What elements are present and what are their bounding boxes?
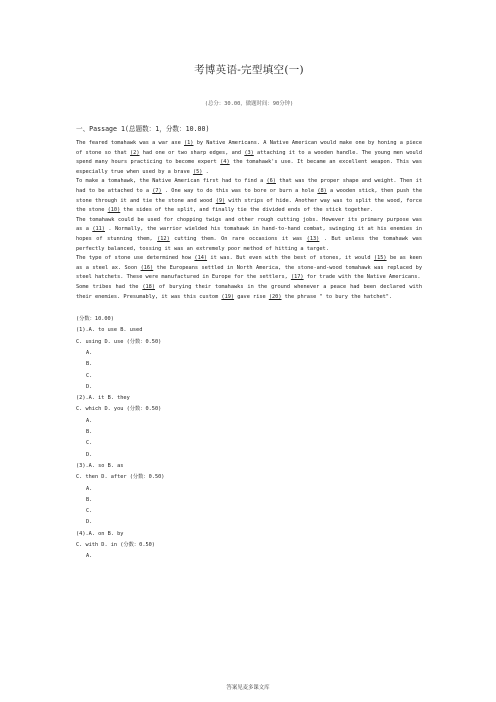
blank-marker: (14) <box>194 255 208 262</box>
question-stem: (1).A. to use B. used <box>76 327 143 334</box>
blank-marker: (4) <box>220 159 230 166</box>
blank-marker: (2) <box>130 149 140 156</box>
answer-option[interactable]: B. <box>86 429 93 436</box>
answer-option[interactable]: A. <box>86 417 93 424</box>
blank-marker: (9) <box>215 197 226 204</box>
section-heading: 一、Passage 1(总题数：1，分数：10.00) <box>76 125 210 133</box>
question-stem-continued: C. which D. you (分数：0.50) <box>76 406 162 413</box>
blank-marker: (12) <box>157 235 170 242</box>
answer-option[interactable]: D. <box>86 519 93 526</box>
question-item <box>76 393 422 461</box>
passage-paragraph: The feared tomahawk was a war axe (1) by Native Americans. A Native American would make one by honing a piece of stone so that (2) had one or two sharp edges, and (3) attaching it to a wooden handle. The young men would spend many hours practicing to become expert (4) the tomahawk's use. It became an excellent weapon. This was especially true when used by a brave (5) . <box>76 140 422 175</box>
answer-option[interactable]: D. <box>86 451 93 458</box>
passage-paragraph: To make a tomahawk, the Native American first had to find a (6) that was the proper shape and weight. Then it had to be attached to a (7) . One way to do this was to bore or burn a hole (8) a wooden stick, then push the stone through it and tie the stone and wood (9) with strips of hide. Another way was to split the wood, force the stone (10) the sides of the split, and finally tie the divided ends of the stick together. <box>76 178 423 214</box>
passage-paragraph: The tomahawk could be used for chopping twigs and other rough cutting jobs. However its primary purpose was as a (11) . Normally, the warrior wielded his tomahawk in hand-to-hand combat, swinging it at his enemies in hopes of stunning them, (12) cutting them. On rare occasions it was (13) . But unless the tomahawk was perfectly balanced, tossing it was an extremely poor method of hitting a target. <box>76 216 423 252</box>
blank-marker: (6) <box>266 178 276 185</box>
passage-text <box>76 139 422 302</box>
answer-option[interactable]: C. <box>86 372 93 379</box>
question-score: (分数：10.00) <box>76 316 114 323</box>
question-item <box>76 529 422 563</box>
question-stem-continued: C. then D. after (分数：0.50) <box>76 474 165 481</box>
blank-marker: (16) <box>140 264 154 271</box>
question-item <box>76 325 422 393</box>
blank-marker: (18) <box>142 283 156 290</box>
page-footer: 答案见麦多课文库 <box>226 685 270 691</box>
question-section <box>76 314 422 563</box>
blank-marker: (3) <box>244 149 254 156</box>
document-page <box>76 0 422 563</box>
blank-marker: (20) <box>268 293 282 300</box>
blank-marker: (5) <box>192 168 203 175</box>
document-subtitle: (总分：30.00，做题时间：90分钟) <box>204 101 294 107</box>
question-stem-continued: C. with D. in (分数：0.50) <box>76 542 155 549</box>
blank-marker: (19) <box>221 293 235 300</box>
blank-marker: (15) <box>373 255 387 262</box>
passage-paragraph: The type of stone use determined how (14) it was. But even with the best of stones, it would (15) be as keen as a steel ax. Soon (16) the Europeans settled in North America, the stone-and-wood tomahawk was replaced by steel hatchets. These were manufactured in Europe for the settlers, (17) for trade with the Native Americans. <box>76 255 422 281</box>
question-stem: (4).A. on B. by <box>76 530 124 537</box>
question-stem: (3).A. so B. as <box>76 462 124 469</box>
blank-marker: (1) <box>183 140 194 146</box>
answer-option[interactable]: C. <box>86 508 93 515</box>
document-title: 考博英语-完型填空(一) <box>194 64 304 76</box>
question-stem-continued: C. using D. use (分数：0.50) <box>76 338 162 345</box>
answer-option[interactable]: B. <box>86 361 93 368</box>
passage-paragraph: Some tribes had the (18) of burying their tomahawks in the ground whenever a peace had been declared with their enemies. Presumably, it was this custom (19) gave rise (20) the phrase " to bury the hatchet". <box>76 283 422 300</box>
question-stem: (2).A. it B. they <box>76 395 130 402</box>
blank-marker: (8) <box>317 187 327 194</box>
blank-marker: (17) <box>290 274 304 281</box>
answer-option[interactable]: D. <box>86 383 93 390</box>
answer-option[interactable]: C. <box>86 440 93 447</box>
answer-option[interactable]: B. <box>86 496 93 503</box>
answer-option[interactable]: A. <box>86 485 93 492</box>
blank-marker: (7) <box>152 187 162 194</box>
question-item <box>76 461 422 529</box>
blank-marker: (11) <box>92 226 105 233</box>
blank-marker: (10) <box>107 207 121 214</box>
answer-option[interactable]: A. <box>86 553 93 560</box>
answer-option[interactable]: A. <box>86 349 93 356</box>
blank-marker: (13) <box>306 235 320 242</box>
